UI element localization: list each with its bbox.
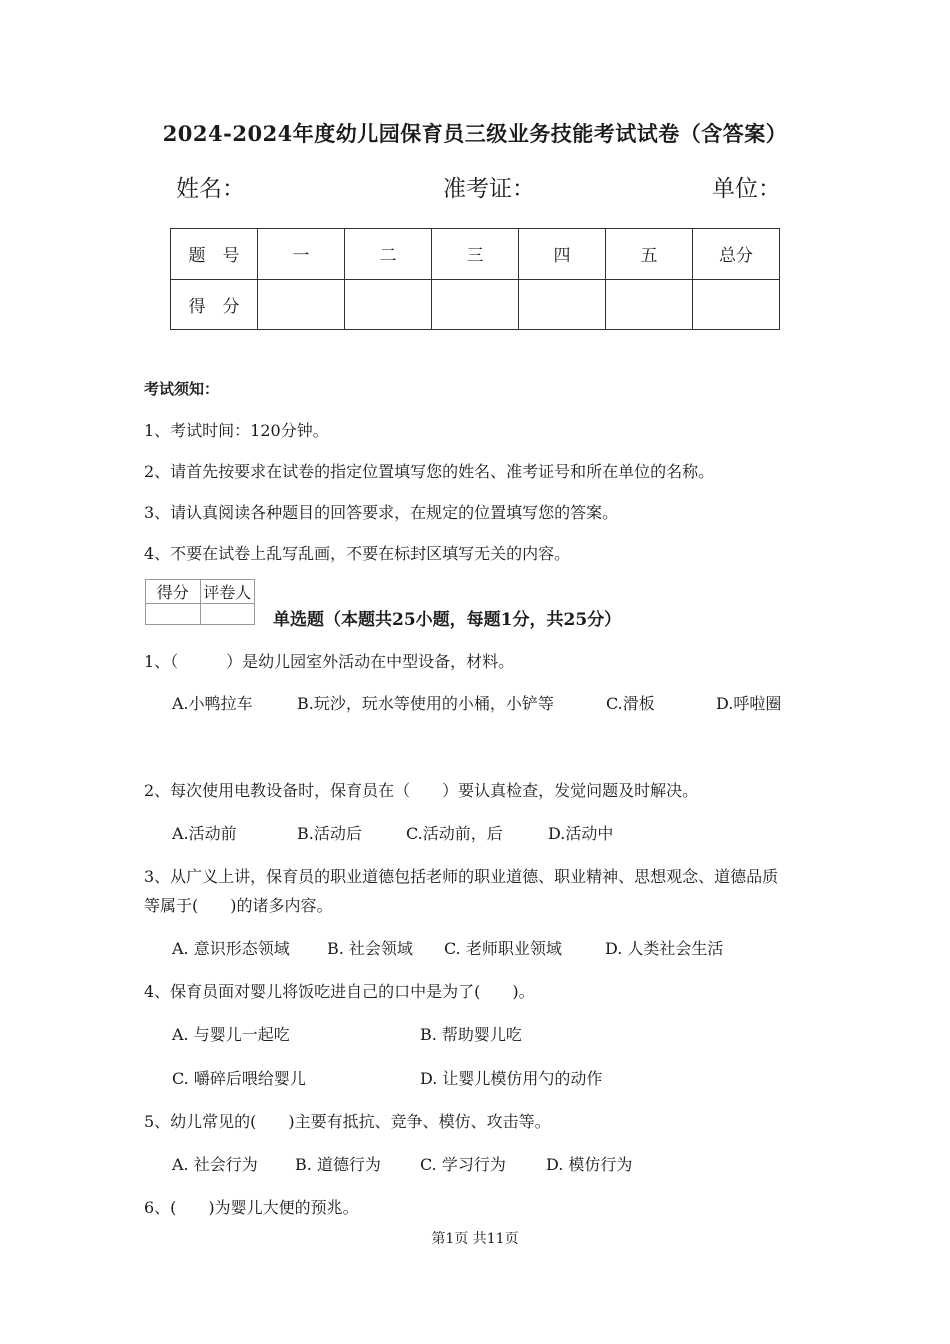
score-cell[interactable]	[606, 279, 693, 330]
exam-title: 2024-2024年度幼儿园保育员三级业务技能考试试卷（含答案）	[162, 121, 788, 146]
notice-item: 4、不要在试卷上乱写乱画，不要在标封区填写无关的内容。	[144, 544, 571, 563]
question-stem: 5、幼儿常见的( )主要有抵抗、竞争、模仿、攻击等。	[144, 1112, 551, 1131]
score-table-score-row	[171, 279, 780, 330]
question-option: B. 道德行为	[295, 1155, 381, 1174]
notice-item: 3、请认真阅读各种题目的回答要求，在规定的位置填写您的答案。	[144, 503, 619, 522]
question-option: B.活动后	[297, 824, 362, 843]
score-table	[170, 228, 780, 330]
grader-name-cell[interactable]	[200, 604, 255, 625]
question-option: A.活动前	[172, 824, 237, 843]
exam-number-label: 准考证：	[443, 176, 535, 202]
question-option: D. 让婴儿模仿用勺的动作	[420, 1069, 603, 1088]
score-cell[interactable]	[258, 279, 345, 330]
question-option: D.活动中	[548, 824, 614, 843]
question-option: C. 嚼碎后喂给婴儿	[172, 1069, 306, 1088]
question-option: D.呼啦圈	[716, 694, 782, 713]
unit-label: 单位：	[712, 176, 781, 202]
score-table-header-cell: 五	[606, 229, 693, 280]
question-option: C. 学习行为	[420, 1155, 506, 1174]
question-stem: 2、每次使用电教设备时，保育员在（ ）要认真检查，发觉问题及时解决。	[144, 781, 699, 800]
notice-item: 2、请首先按要求在试卷的指定位置填写您的姓名、准考证号和所在单位的名称。	[144, 462, 715, 481]
notice-heading: 考试须知：	[144, 380, 220, 398]
question-option: B. 帮助婴儿吃	[420, 1025, 522, 1044]
question-option: C.活动前，后	[406, 824, 503, 843]
score-table-header-cell: 二	[345, 229, 432, 280]
question-stem: 6、( )为婴儿大便的预兆。	[144, 1198, 359, 1217]
grader-table	[145, 579, 255, 625]
grader-score-cell[interactable]	[146, 604, 201, 625]
question-option: A. 与婴儿一起吃	[172, 1025, 290, 1044]
question-option: B. 社会领域	[327, 939, 413, 958]
question-stem-continued: 等属于( )的诸多内容。	[144, 896, 333, 915]
score-table-header-cell: 三	[432, 229, 519, 280]
section-title: 单选题（本题共25小题，每题1分，共25分）	[273, 610, 622, 630]
notice-item: 1、考试时间：120分钟。	[144, 421, 329, 440]
score-cell[interactable]	[519, 279, 606, 330]
score-table-header-cell: 总分	[693, 229, 780, 280]
question-option: A. 意识形态领域	[172, 939, 290, 958]
question-stem: 1、（ ）是幼儿园室外活动在中型设备，材料。	[144, 652, 515, 671]
grader-label: 评卷人	[200, 580, 255, 604]
question-option: C. 老师职业领域	[444, 939, 562, 958]
grader-score-label: 得分	[146, 580, 201, 604]
question-option: A.小鸭拉车	[172, 694, 253, 713]
score-table-header-cell: 一	[258, 229, 345, 280]
question-option: D. 人类社会生活	[605, 939, 724, 958]
score-table-header-cell: 题 号	[171, 229, 258, 280]
question-option: B.玩沙，玩水等使用的小桶，小铲等	[297, 694, 554, 713]
question-option: A. 社会行为	[172, 1155, 258, 1174]
question-stem: 3、从广义上讲，保育员的职业道德包括老师的职业道德、职业精神、思想观念、道德品质	[144, 867, 779, 886]
question-option: D. 模仿行为	[546, 1155, 633, 1174]
question-option: C.滑板	[606, 694, 655, 713]
score-cell[interactable]	[432, 279, 519, 330]
score-table-header-row	[171, 229, 780, 280]
score-cell[interactable]	[345, 279, 432, 330]
question-stem: 4、保育员面对婴儿将饭吃进自己的口中是为了( )。	[144, 982, 535, 1001]
page-number: 第1页 共11页	[431, 1231, 519, 1247]
score-row-label: 得 分	[171, 279, 258, 330]
name-label: 姓名：	[176, 176, 245, 202]
score-cell[interactable]	[693, 279, 780, 330]
score-table-header-cell: 四	[519, 229, 606, 280]
